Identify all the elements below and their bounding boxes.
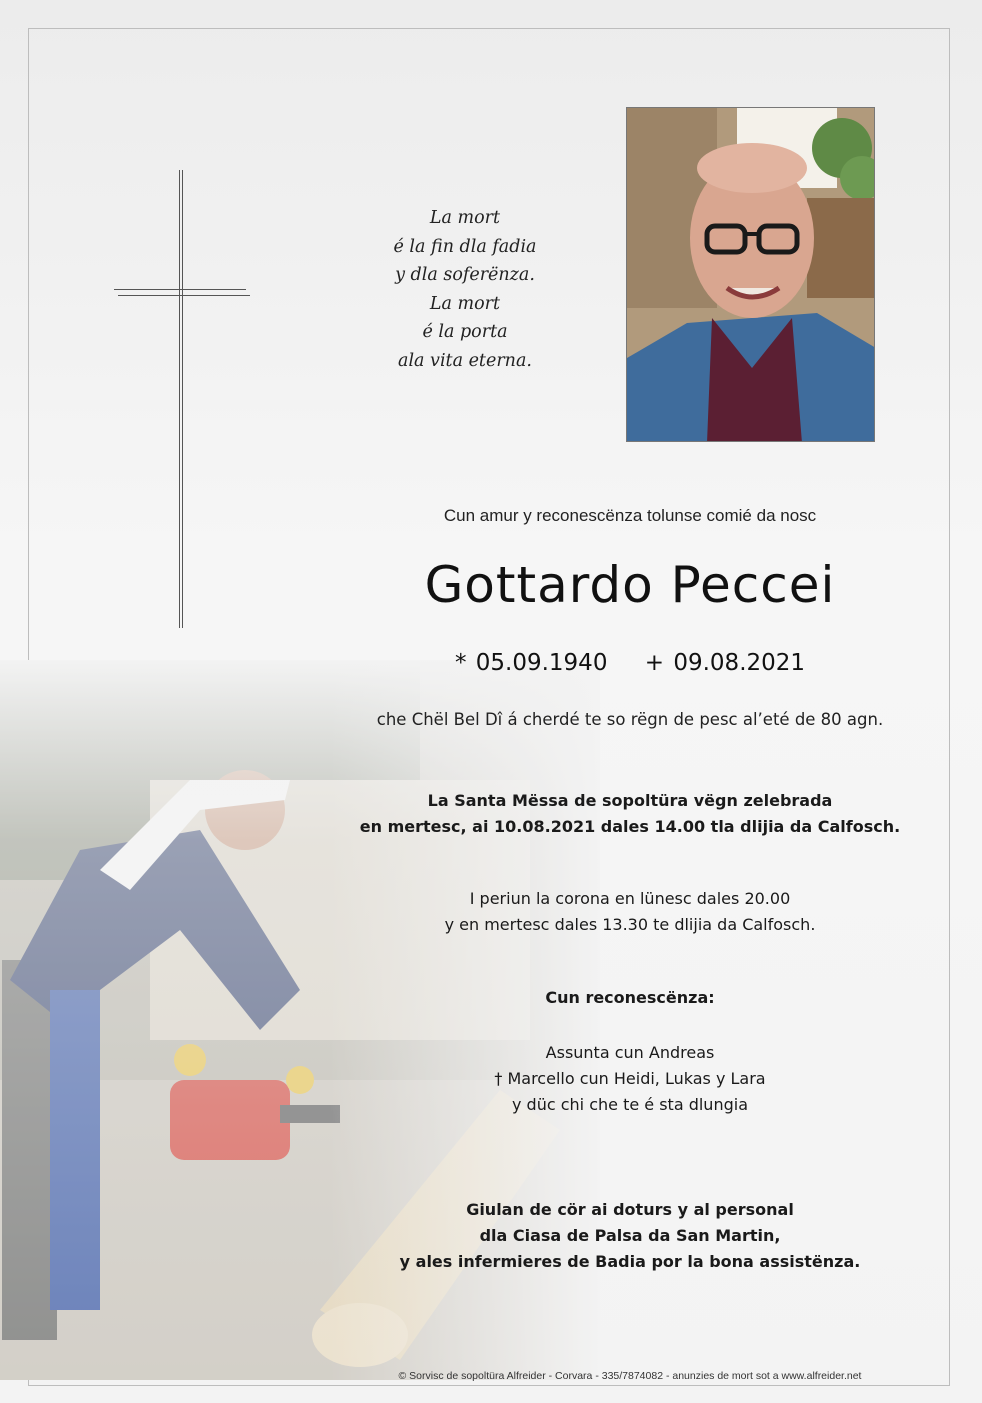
mourners-list bbox=[330, 1040, 930, 1118]
age-text: che Chël Bel Dî á cherdé te so rëgn de pesc al’eté de 80 agn. bbox=[376, 710, 884, 729]
cross-icon-horizontal-top bbox=[114, 289, 246, 290]
poem-line: y dla soferënza. bbox=[395, 265, 535, 286]
funeral-line: en mertesc, ai 10.08.2021 dales 14.00 tla dlijia da Calfosch. bbox=[359, 817, 901, 836]
funeral-line: La Santa Mëssa de sopoltüra vëgn zelebrada bbox=[427, 791, 833, 810]
funeral-mass-notice bbox=[330, 788, 930, 840]
birth-date: * 05.09.1940 bbox=[454, 650, 608, 676]
thanks-heading: Cun reconescënza: bbox=[545, 988, 715, 1007]
intro-text: Cun amur y reconescënza tolunse comié da nosc bbox=[443, 506, 817, 525]
life-dates bbox=[380, 650, 880, 676]
cross-icon-vertical bbox=[179, 170, 183, 628]
poem-line: é la porta bbox=[422, 322, 508, 343]
poem-line: é la fin dla fadia bbox=[393, 236, 537, 257]
deceased-portrait bbox=[626, 107, 875, 442]
death-date: + 09.08.2021 bbox=[644, 650, 806, 676]
footer-credit: © Sorvisc de sopoltüra Alfreider - Corvara - 335/7874082 - anunzies de mort sot a www.alfreider.net bbox=[398, 1370, 862, 1382]
gratitude-line: dla Ciasa de Palsa da San Martin, bbox=[479, 1226, 781, 1245]
mourner-line: y düc chi che te é sta dlungia bbox=[512, 1095, 748, 1114]
gratitude-line: Giulan de cör ai doturs y al personal bbox=[466, 1200, 794, 1219]
rosary-line: I periun la corona en lünesc dales 20.00 bbox=[469, 889, 791, 908]
poem-line: ala vita eterna. bbox=[398, 350, 532, 371]
memorial-poem bbox=[380, 204, 550, 376]
poem-line: La mort bbox=[429, 208, 501, 228]
gratitude-notice bbox=[330, 1197, 930, 1275]
deceased-name: Gottardo Peccei bbox=[424, 556, 836, 614]
gratitude-line: y ales infermieres de Badia por la bona assistënza. bbox=[399, 1252, 861, 1271]
cross-icon-horizontal-bottom bbox=[118, 295, 250, 296]
mourner-line: † Marcello cun Heidi, Lukas y Lara bbox=[494, 1069, 766, 1088]
rosary-notice bbox=[330, 886, 930, 938]
rosary-line: y en mertesc dales 13.30 te dlijia da Calfosch. bbox=[444, 915, 816, 934]
mourner-line: Assunta cun Andreas bbox=[545, 1043, 715, 1062]
poem-line: La mort bbox=[429, 293, 501, 314]
